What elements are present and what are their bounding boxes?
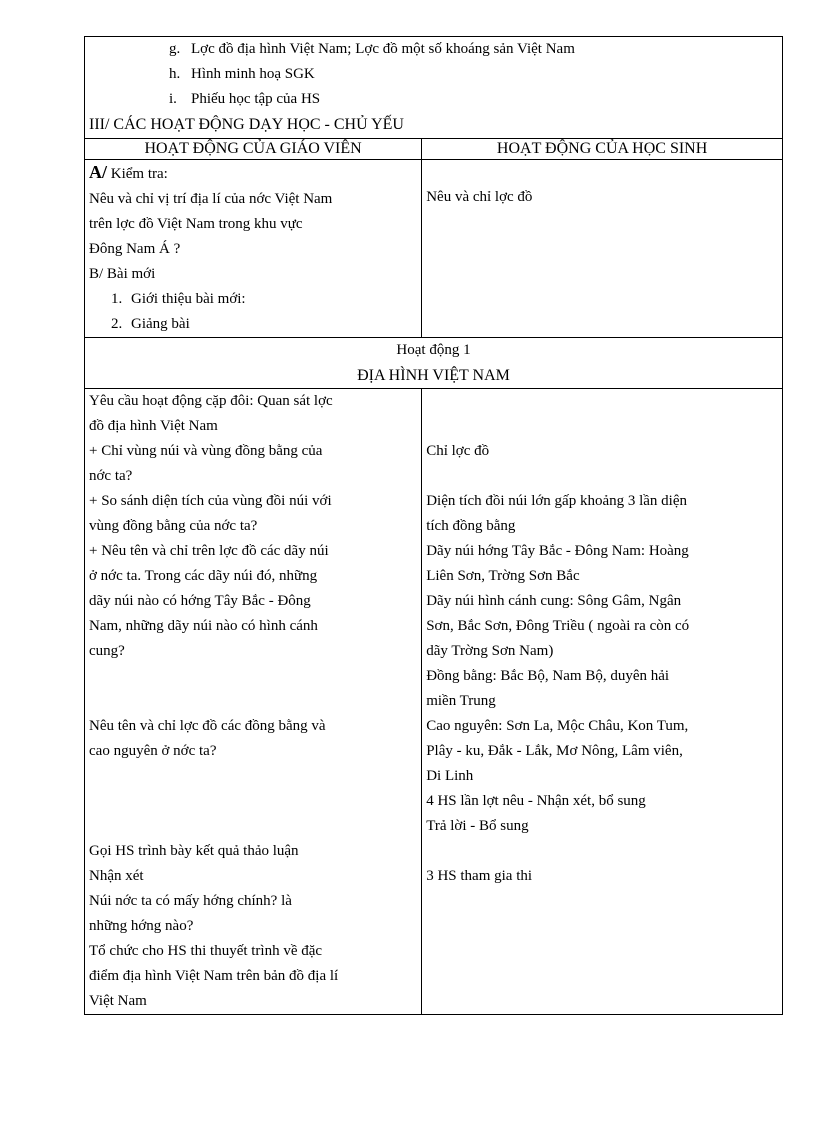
teacher-lines: [89, 389, 417, 1014]
student-line: Di Linh: [426, 768, 474, 784]
teacher-line: [89, 689, 417, 714]
material-text: Lợc đồ địa hình Việt Nam; Lợc đồ một số khoáng sản Việt Nam: [191, 41, 575, 57]
student-lines: [426, 389, 778, 889]
teacher-line: cung?: [89, 643, 125, 659]
check-heading: [89, 160, 417, 187]
check-student-cell: [422, 160, 783, 338]
check-question-line: Đông Nam Á ?: [89, 241, 181, 257]
materials-list: [89, 37, 778, 112]
student-line: Diện tích đồi núi lớn gấp khoảng 3 lần diện: [426, 493, 688, 509]
check-row: [85, 160, 783, 338]
materials-cell: [85, 37, 783, 139]
column-header-row: [85, 139, 783, 160]
check-teacher-cell: [85, 160, 422, 338]
teacher-line: điểm địa hình Việt Nam trên bản đồ địa lí: [89, 968, 339, 984]
new-lesson-steps: [89, 287, 417, 337]
teacher-line: [89, 814, 417, 839]
teacher-line: Nam, những dãy núi nào có hình cánh: [89, 618, 318, 634]
student-line: Sơn, Bắc Sơn, Đông Triều ( ngoài ra còn có: [426, 618, 690, 634]
step-item: [89, 312, 417, 337]
material-item: [89, 87, 778, 112]
teacher-line: Núi nớc ta có mấy hớng chính? là: [89, 893, 292, 909]
teacher-line: [89, 789, 417, 814]
student-line: Đồng bằng: Bắc Bộ, Nam Bộ, duyên hải: [426, 668, 670, 684]
new-lesson-label: B/ Bài mới: [89, 266, 156, 282]
material-marker: h.: [169, 66, 181, 82]
materials-row: [85, 37, 783, 139]
teacher-line: ở nớc ta. Trong các dãy núi đó, những: [89, 568, 318, 584]
check-question-line: trên lợc đồ Việt Nam trong khu vực: [89, 216, 303, 232]
student-line: 3 HS tham gia thi: [426, 868, 533, 884]
material-text: Phiếu học tập của HS: [191, 91, 321, 107]
student-line: tích đồng bằng: [426, 518, 516, 534]
material-text: Hình minh hoạ SGK: [191, 66, 315, 82]
student-line: Chỉ lợc đồ: [426, 443, 490, 459]
student-line: [426, 389, 778, 414]
teacher-line: nớc ta?: [89, 468, 133, 484]
teacher-line: dãy núi nào có hớng Tây Bắc - Đông: [89, 593, 311, 609]
activity-content-row: [85, 389, 783, 1015]
activity-label: Hoạt động 1: [396, 342, 471, 358]
activity-header-row: [85, 338, 783, 389]
teacher-line: vùng đồng bằng của nớc ta?: [89, 518, 258, 534]
material-marker: i.: [169, 91, 177, 107]
teacher-line: [89, 664, 417, 689]
teacher-line: + So sánh diện tích của vùng đồi núi với: [89, 493, 332, 509]
student-line: Cao nguyên: Sơn La, Mộc Châu, Kon Tum,: [426, 718, 689, 734]
student-activity-cell: [422, 389, 783, 1015]
teacher-line: [89, 764, 417, 789]
check-letter: A/: [89, 162, 107, 182]
student-column-header: HOẠT ĐỘNG CỦA HỌC SINH: [422, 139, 783, 160]
teacher-line: Tổ chức cho HS thi thuyết trình về đặc: [89, 943, 323, 959]
teacher-line: Nhận xét: [89, 868, 144, 884]
step-text: Giảng bài: [131, 316, 190, 332]
step-marker: 2.: [111, 316, 123, 332]
teacher-line: cao nguyên ở nớc ta?: [89, 743, 217, 759]
teacher-line: Nêu tên và chỉ lợc đồ các đồng bằng và: [89, 718, 326, 734]
step-text: Giới thiệu bài mới:: [131, 291, 246, 307]
student-line: [426, 839, 778, 864]
teacher-line: Việt Nam: [89, 993, 147, 1009]
lesson-plan-page: [84, 36, 783, 1015]
teacher-line: đồ địa hình Việt Nam: [89, 418, 218, 434]
teacher-line: Gọi HS trình bày kết quả thảo luận: [89, 843, 299, 859]
student-line: Dãy núi hớng Tây Bắc - Đông Nam: Hoàng: [426, 543, 689, 559]
student-line: dãy Trờng Sơn Nam): [426, 643, 554, 659]
check-question-line: Nêu và chỉ vị trí địa lí của nớc Việt Nam: [89, 191, 333, 207]
student-line: miền Trung: [426, 693, 496, 709]
student-line: Trả lời - Bổ sung: [426, 818, 529, 834]
teacher-line: + Nêu tên và chỉ trên lợc đồ các dãy núi: [89, 543, 329, 559]
teacher-line: những hớng nào?: [89, 918, 194, 934]
student-line: Liên Sơn, Trờng Sơn Bắc: [426, 568, 580, 584]
check-label: Kiểm tra:: [110, 166, 168, 182]
lesson-table: [84, 36, 783, 1015]
teacher-column-header: HOẠT ĐỘNG CỦA GIÁO VIÊN: [85, 139, 422, 160]
activity-title: ĐỊA HÌNH VIỆT NAM: [357, 367, 510, 384]
student-line: [426, 414, 778, 439]
material-marker: g.: [169, 41, 181, 57]
activity-header-cell: [85, 338, 783, 389]
step-marker: 1.: [111, 291, 123, 307]
student-line: Plây - ku, Đắk - Lắk, Mơ Nông, Lâm viên,: [426, 743, 683, 759]
teacher-line: + Chỉ vùng núi và vùng đồng bằng của: [89, 443, 323, 459]
material-item: [89, 37, 778, 62]
section-3-title: III/ CÁC HOẠT ĐỘNG DẠY HỌC - CHỦ YẾU: [89, 116, 404, 133]
student-line: 4 HS lần lợt nêu - Nhận xét, bổ sung: [426, 793, 646, 809]
teacher-line: Yêu cầu hoạt động cặp đôi: Quan sát lợc: [89, 393, 333, 409]
check-student-answer: Nêu và chỉ lợc đồ: [426, 189, 533, 205]
step-item: [89, 287, 417, 312]
student-line: Dãy núi hình cánh cung: Sông Gâm, Ngân: [426, 593, 682, 609]
teacher-activity-cell: [85, 389, 422, 1015]
material-item: [89, 62, 778, 87]
student-line: [426, 464, 778, 489]
